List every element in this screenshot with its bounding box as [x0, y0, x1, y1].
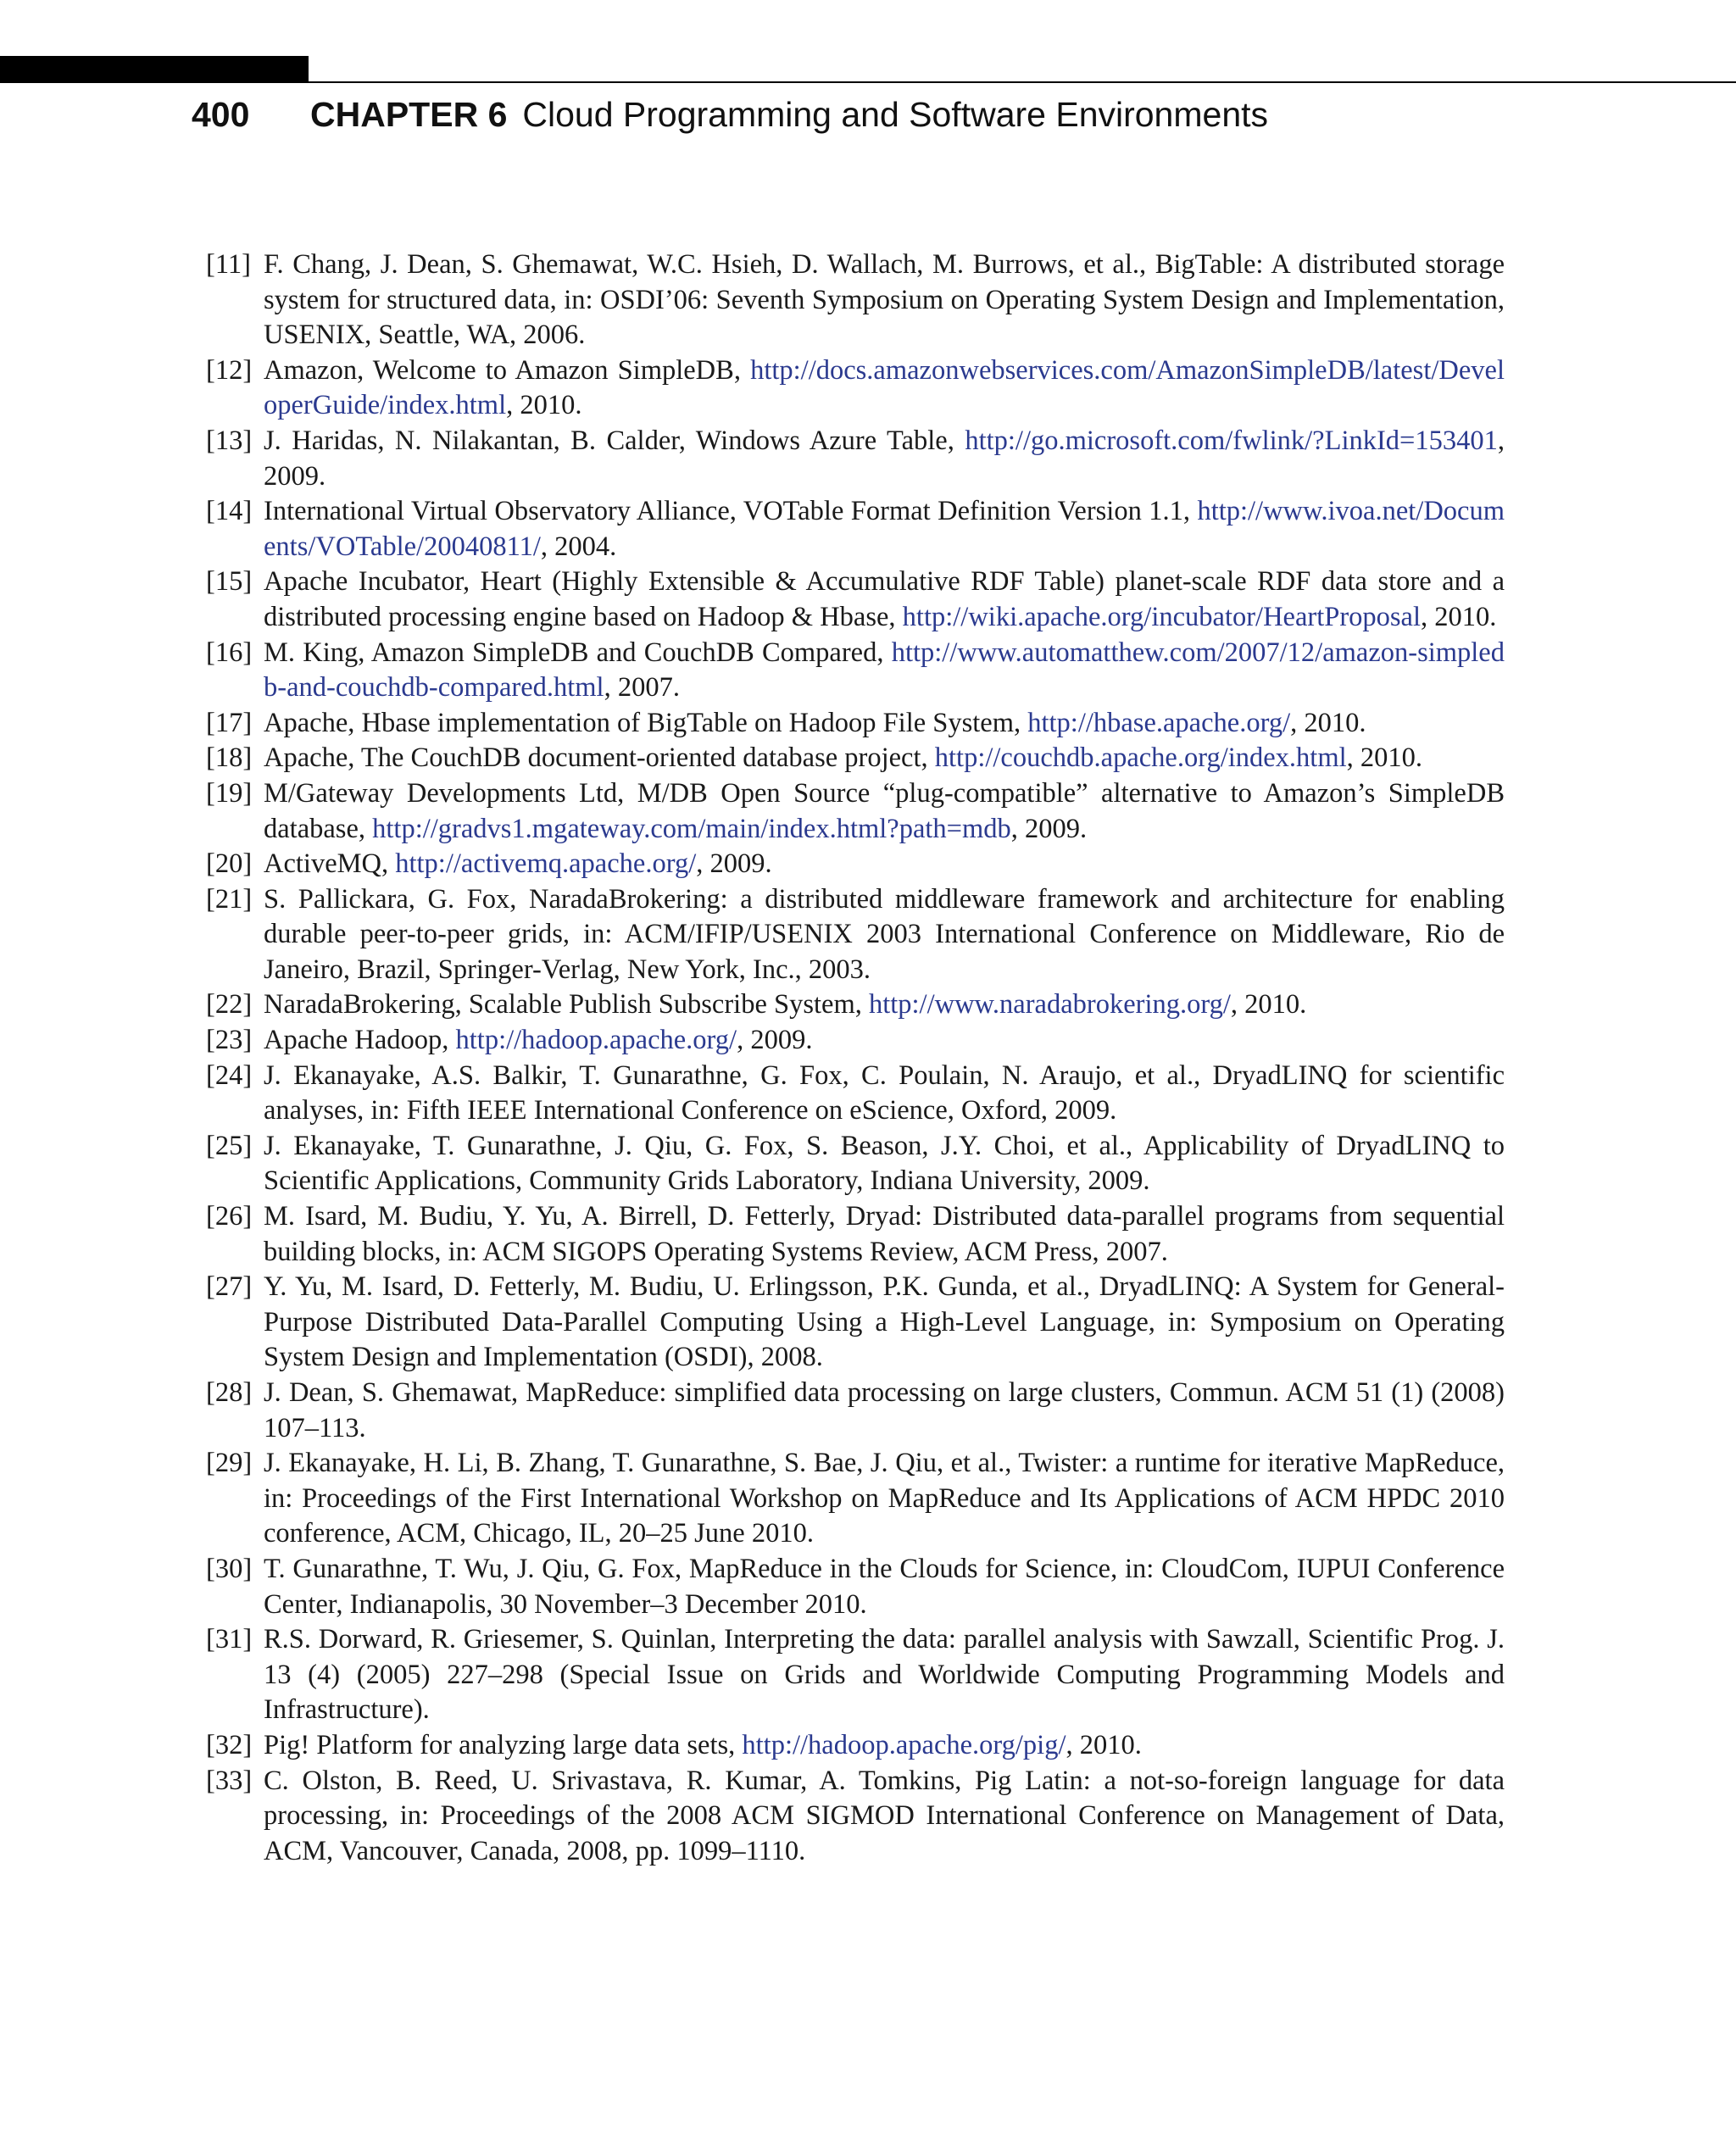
reference-text-tail: , 2010.: [1230, 989, 1307, 1020]
header-rule: [309, 81, 1736, 83]
reference-number: [18]: [206, 742, 253, 774]
reference-item: [206, 847, 1505, 882]
running-head: [192, 95, 1268, 141]
reference-text: ActiveMQ,: [264, 848, 396, 880]
reference-link[interactable]: http://hadoop.apache.org/: [455, 1025, 737, 1056]
reference-text: F. Chang, J. Dean, S. Ghemawat, W.C. Hsieh, D. Wallach, M. Burrows, et al., BigTable: A distributed storage system for structured data, in: OSDI’06: Seventh Symposium on Operating System Design and Implementation, USENIX, Seattle, WA, 2006.: [264, 249, 1505, 351]
reference-number: [22]: [206, 989, 253, 1020]
reference-item: [206, 636, 1505, 706]
reference-item: [206, 1023, 1505, 1059]
reference-text: International Virtual Observatory Alliance, VOTable Format Definition Version 1.1,: [264, 496, 1198, 527]
reference-item: [206, 424, 1505, 494]
reference-text-tail: , 2009.: [737, 1025, 813, 1056]
reference-link[interactable]: http://couchdb.apache.org/index.html: [934, 742, 1347, 774]
reference-item: [206, 1622, 1505, 1728]
reference-text: J. Dean, S. Ghemawat, MapReduce: simplified data processing on large clusters, Commun. ACM 51 (1) (2008) 107–113.: [264, 1377, 1505, 1443]
reference-link[interactable]: http://www.automatthew.com/2007/12/amazon-simpledb-and-couchdb-compared.html: [264, 637, 1505, 703]
reference-link[interactable]: http://wiki.apache.org/incubator/HeartProposal: [902, 601, 1421, 632]
reference-text: J. Haridas, N. Nilakantan, B. Calder, Windows Azure Table,: [264, 425, 965, 456]
reference-number: [14]: [206, 496, 253, 527]
reference-number: [29]: [206, 1448, 253, 1479]
page-number: 400: [192, 95, 250, 134]
reference-link[interactable]: http://hbase.apache.org/: [1027, 707, 1291, 738]
reference-number: [17]: [206, 707, 253, 738]
reference-list: [206, 247, 1505, 1869]
reference-item: [206, 247, 1505, 353]
reference-text: J. Ekanayake, T. Gunarathne, J. Qiu, G. Fox, S. Beason, J.Y. Choi, et al., Applicability of DryadLINQ to Scientific Applications, Community Grids Laboratory, Indiana University, 2009.: [264, 1130, 1505, 1197]
reference-number: [25]: [206, 1130, 253, 1161]
reference-text: S. Pallickara, G. Fox, NaradaBrokering: a distributed middleware framework and architecture for enabling durable peer-to-peer grids, in: ACM/IFIP/USENIX 2003 International Conference on Middleware, Rio de Janeiro, Brazil, Springer-Verlag, New York, Inc., 2003.: [264, 883, 1505, 985]
reference-text-tail: , 2007.: [604, 672, 680, 703]
reference-text: J. Ekanayake, H. Li, B. Zhang, T. Gunarathne, S. Bae, J. Qiu, et al., Twister: a runtime for iterative MapReduce, in: Proceedings of the First International Workshop on MapReduce and Its Applications of ACM HPDC 2010 conference, ACM, Chicago, IL, 20–25 June 2010.: [264, 1448, 1505, 1549]
reference-link[interactable]: http://gradvs1.mgateway.com/main/index.html?path=mdb: [372, 813, 1011, 844]
reference-text-tail: , 2010.: [1066, 1729, 1142, 1760]
reference-text-tail: , 2010.: [1290, 707, 1366, 738]
reference-item: [206, 1376, 1505, 1446]
reference-text: Pig! Platform for analyzing large data sets,: [264, 1729, 743, 1760]
reference-text-tail: , 2009.: [696, 848, 772, 880]
reference-number: [13]: [206, 425, 253, 456]
reference-item: [206, 494, 1505, 564]
reference-item: [206, 1446, 1505, 1552]
reference-number: [27]: [206, 1271, 253, 1303]
reference-number: [33]: [206, 1765, 253, 1796]
reference-item: [206, 987, 1505, 1023]
reference-text-tail: , 2004.: [540, 531, 617, 562]
reference-text: J. Ekanayake, A.S. Balkir, T. Gunarathne, G. Fox, C. Poulain, N. Araujo, et al., DryadLINQ for scientific analyses, in: Fifth IEEE International Conference on eScience, Oxford, 2009.: [264, 1059, 1505, 1126]
chapter-title: Cloud Programming and Software Environments: [522, 95, 1269, 134]
reference-text-tail: , 2010.: [1346, 742, 1423, 774]
reference-text-tail: , 2009.: [1010, 813, 1088, 844]
reference-link[interactable]: http://go.microsoft.com/fwlink/?LinkId=153401: [965, 425, 1498, 456]
reference-text: Apache, The CouchDB document-oriented database project,: [264, 742, 935, 774]
reference-text: Amazon, Welcome to Amazon SimpleDB,: [264, 354, 751, 386]
reference-item: [206, 353, 1505, 424]
reference-text: Y. Yu, M. Isard, D. Fetterly, M. Budiu, U. Erlingsson, P.K. Gunda, et al., DryadLINQ: A System for General-Purpose Distributed Data-Parallel Computing Using a High-Level Language, in: Symposium on Operating System Design and Implementation (OSDI), 2008.: [264, 1271, 1505, 1373]
reference-item: [206, 1129, 1505, 1199]
reference-link[interactable]: http://hadoop.apache.org/pig/: [742, 1729, 1066, 1760]
chapter-label: CHAPTER 6: [310, 95, 508, 134]
reference-text: Apache, Hbase implementation of BigTable on Hadoop File System,: [264, 707, 1028, 738]
reference-text-tail: , 2010.: [506, 390, 582, 421]
reference-number: [21]: [206, 883, 253, 915]
reference-number: [15]: [206, 566, 253, 598]
reference-item: [206, 1270, 1505, 1376]
reference-link[interactable]: http://docs.amazonwebservices.com/AmazonSimpleDB/latest/DeveloperGuide/index.html: [264, 354, 1505, 421]
reference-item: [206, 1059, 1505, 1129]
reference-number: [30]: [206, 1553, 253, 1584]
reference-item: [206, 1764, 1505, 1870]
reference-number: [12]: [206, 354, 253, 386]
reference-number: [26]: [206, 1201, 253, 1232]
reference-number: [20]: [206, 848, 253, 880]
reference-link[interactable]: http://www.ivoa.net/Documents/VOTable/20040811/: [264, 496, 1505, 562]
reference-number: [11]: [206, 249, 251, 280]
reference-text: M. Isard, M. Budiu, Y. Yu, A. Birrell, D. Fetterly, Dryad: Distributed data-parallel programs from sequential building blocks, in: ACM SIGOPS Operating Systems Review, ACM Press, 2007.: [264, 1201, 1505, 1267]
reference-number: [32]: [206, 1729, 253, 1760]
reference-item: [206, 706, 1505, 742]
reference-number: [19]: [206, 777, 253, 809]
reference-item: [206, 882, 1505, 988]
reference-text: Apache Hadoop,: [264, 1025, 456, 1056]
reference-number: [31]: [206, 1624, 253, 1655]
reference-text: M. King, Amazon SimpleDB and CouchDB Compared,: [264, 637, 892, 668]
reference-link[interactable]: http://activemq.apache.org/: [395, 848, 697, 880]
reference-text: R.S. Dorward, R. Griesemer, S. Quinlan, Interpreting the data: parallel analysis with Sawzall, Scientific Prog. J. 13 (4) (2005) 227–298 (Special Issue on Grids and Worldwide Computing Programming Models and Infrastructure).: [264, 1624, 1505, 1726]
reference-item: [206, 1199, 1505, 1270]
reference-item: [206, 1552, 1505, 1622]
reference-text: C. Olston, B. Reed, U. Srivastava, R. Kumar, A. Tomkins, Pig Latin: a not-so-foreign language for data processing, in: Proceedings of the 2008 ACM SIGMOD International Conference on Management of Data, ACM, Vancouver, Canada, 2008, pp. 1099–1110.: [264, 1765, 1505, 1866]
reference-number: [16]: [206, 637, 253, 668]
reference-item: [206, 564, 1505, 635]
reference-text-tail: , 2010.: [1421, 601, 1497, 632]
reference-text: Apache Incubator, Heart (Highly Extensible & Accumulative RDF Table) planet-scale RDF data store and a distributed processing engine based on Hadoop & Hbase,: [264, 566, 1505, 632]
reference-link[interactable]: http://www.naradabrokering.org/: [868, 989, 1231, 1020]
reference-item: [206, 1728, 1505, 1764]
reference-number: [28]: [206, 1377, 253, 1408]
header-bar-block: [0, 56, 309, 83]
reference-item: [206, 776, 1505, 847]
reference-item: [206, 741, 1505, 776]
reference-text-tail: , 2009.: [264, 425, 1505, 492]
reference-text: NaradaBrokering, Scalable Publish Subscribe System,: [264, 989, 869, 1020]
reference-number: [23]: [206, 1025, 253, 1056]
reference-text: T. Gunarathne, T. Wu, J. Qiu, G. Fox, MapReduce in the Clouds for Science, in: CloudCom, IUPUI Conference Center, Indianapolis, 30 November–3 December 2010.: [264, 1553, 1505, 1620]
reference-number: [24]: [206, 1059, 253, 1091]
reference-text: M/Gateway Developments Ltd, M/DB Open Source “plug-compatible” alternative to Amazon’s SimpleDB database,: [264, 777, 1505, 844]
